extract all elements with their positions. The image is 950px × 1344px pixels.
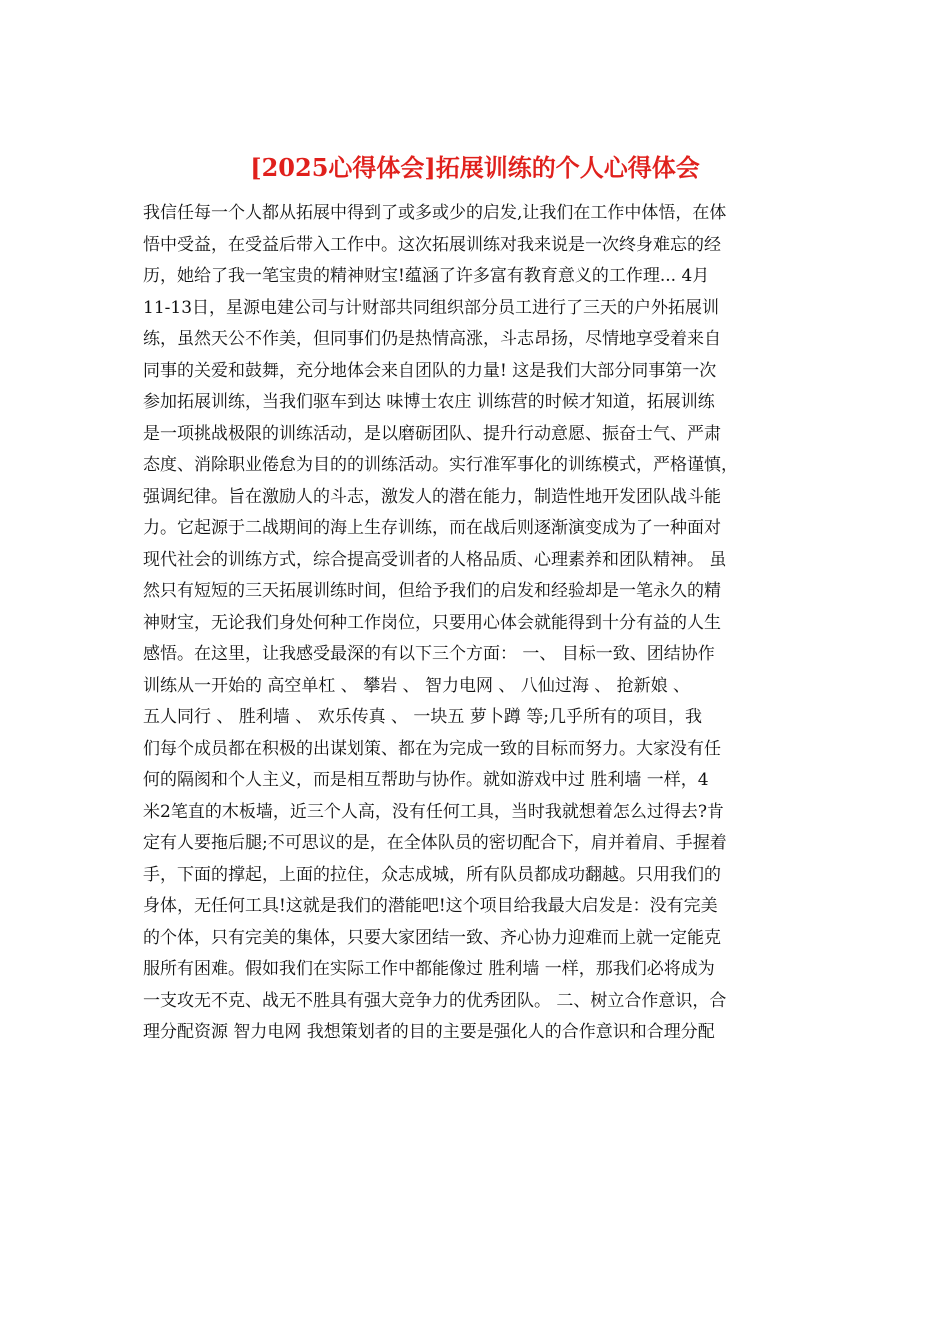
body-line: 参加拓展训练，当我们驱车到达 味博士农庄 训练营的时候才知道，拓展训练 — [143, 392, 715, 412]
body-line: 服所有困难。假如我们在实际工作中都能像过 胜利墙 一样，那我们必将成为 — [143, 959, 715, 979]
body-line: 的个体，只有完美的集体，只要大家团结一致、齐心协力迎难而上就一定能克 — [143, 927, 721, 948]
body-line: 练，虽然天公不作美，但同事们仍是热情高涨，斗志昂扬，尽情地享受着来自 — [143, 329, 721, 349]
body-line: 身体，无任何工具!这就是我们的潜能吧!这个项目给我最大启发是：没有完美 — [143, 896, 718, 916]
body-line: 五人同行 、 胜利墙 、 欢乐传真 、 一块五 萝卜蹲 等;几乎所有的项目，我 — [143, 707, 702, 727]
body-line: 现代社会的训练方式，综合提高受训者的人格品质、心理素养和团队精神。 虽 — [143, 549, 727, 570]
body-line: 11-13日，星源电建公司与计财部共同组织部分员工进行了三天的户外拓展训 — [143, 297, 720, 318]
body-line: 是一项挑战极限的训练活动，是以磨砺团队、提升行动意愿、振奋士气、严肃 — [143, 423, 721, 444]
body-line: 神财宝，无论我们身处何种工作岗位，只要用心体会就能得到十分有益的人生 — [143, 612, 721, 633]
body-line: 态度、消除职业倦怠为目的的训练活动。实行准军事化的训练模式，严格谨慎， — [143, 455, 738, 475]
body-line: 一支攻无不克、战无不胜具有强大竞争力的优秀团队。 二、树立合作意识，合 — [143, 990, 727, 1011]
body-line: 然只有短短的三天拓展训练时间，但给予我们的启发和经验却是一笔永久的精 — [143, 581, 721, 601]
body-line: 我信任每一个人都从拓展中得到了或多或少的启发,让我们在工作中体悟，在体 — [143, 203, 727, 223]
body-line: 手，下面的撑起，上面的拉住，众志成城，所有队员都成功翻越。只用我们的 — [143, 864, 721, 885]
body-line: 训练从一开始的 高空单杠 、 攀岩 、 智力电网 、 八仙过海 、 抢新娘 、 — [143, 675, 691, 696]
body-line: 力。它起源于二战期间的海上生存训练，而在战后则逐渐演变成为了一种面对 — [143, 518, 721, 538]
body-line: 们每个成员都在积极的出谋划策、都在为完成一致的目标而努力。大家没有任 — [143, 738, 721, 759]
body-line: 感悟。在这里，让我感受最深的有以下三个方面： 一、 目标一致、团结协作 — [143, 644, 715, 664]
body-line: 定有人要拖后腿;不可思议的是，在全体队员的密切配合下，肩并着肩、手握着 — [143, 833, 727, 853]
body-line: 理分配资源 智力电网 我想策划者的目的主要是强化人的合作意识和合理分配 — [143, 1022, 715, 1042]
body-line: 历，她给了我一笔宝贵的精神财宝!蕴涵了许多富有教育意义的工作理... 4月 — [143, 266, 710, 286]
body-line: 何的隔阂和个人主义，而是相互帮助与协作。就如游戏中过 胜利墙 一样，4 — [143, 770, 709, 790]
body-line: 强调纪律。旨在激励人的斗志，激发人的潜在能力，制造性地开发团队战斗能 — [143, 486, 721, 507]
body-line: 米2笔直的木板墙，近三个人高，没有任何工具，当时我就想着怎么过得去?肯 — [143, 801, 724, 822]
body-line: 悟中受益，在受益后带入工作中。这次拓展训练对我来说是一次终身难忘的经 — [143, 234, 721, 255]
body-line: 同事的关爱和鼓舞，充分地体会来自团队的力量! 这是我们大部分同事第一次 — [143, 360, 717, 381]
document-body — [143, 198, 813, 1049]
document-title: [2025心得体会]拓展训练的个人心得体会 — [250, 153, 700, 182]
